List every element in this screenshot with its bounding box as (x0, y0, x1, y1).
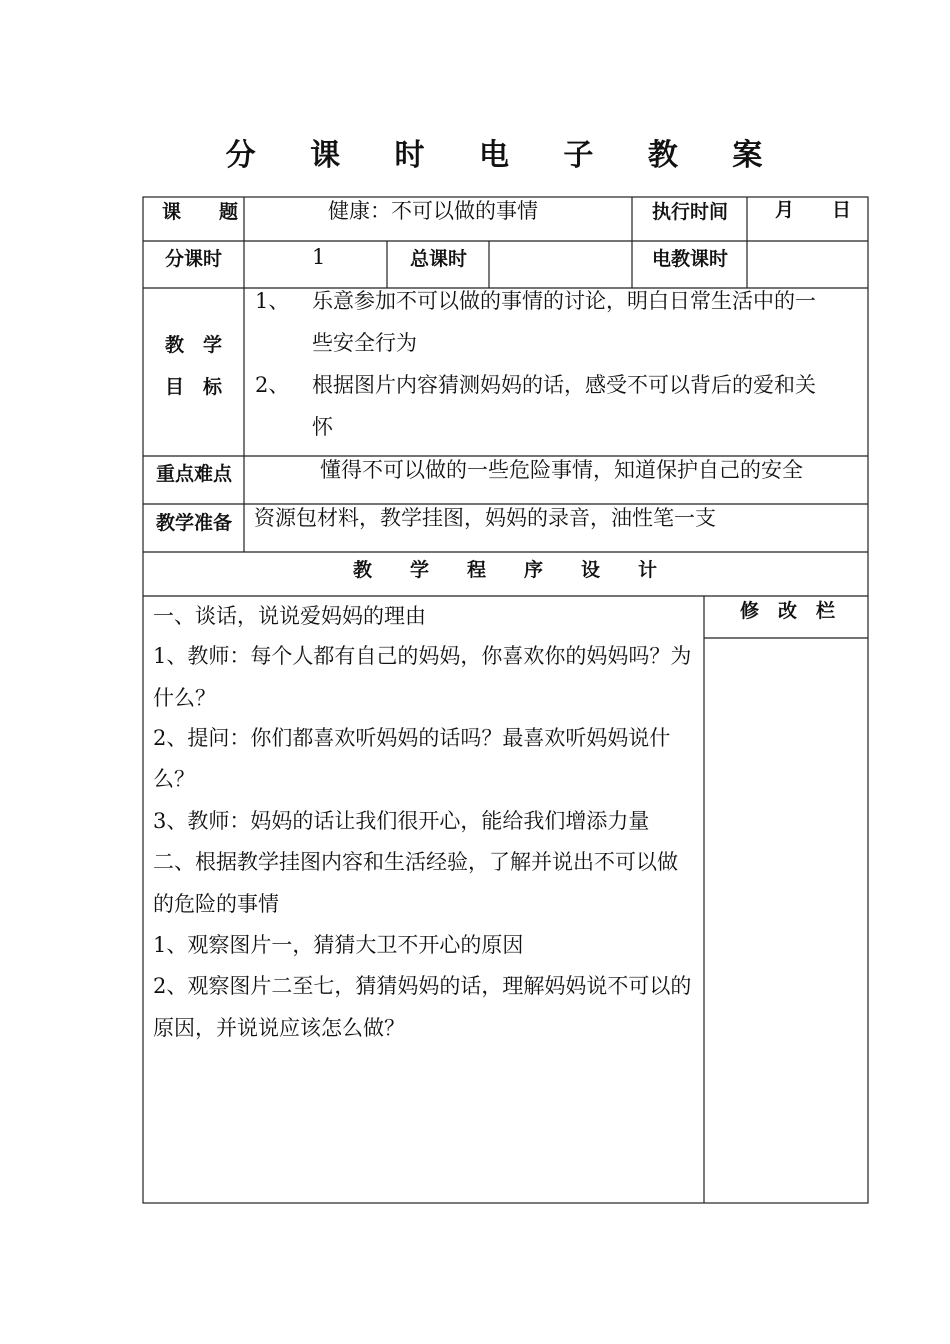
goals-label-bottom: 目 标 (165, 376, 223, 398)
goal-1-number: 1、 (255, 289, 290, 313)
total-lessons-label: 总课时 (410, 248, 468, 270)
key-points-label: 重点难点 (156, 463, 233, 485)
goal-2-line-1: 根据图片内容猜测妈妈的话，感受不可以背后的爱和关 (312, 373, 816, 397)
key-points-value: 懂得不可以做的一些危险事情，知道保护自己的安全 (320, 458, 803, 482)
lesson-label: 分课时 (165, 248, 223, 270)
preparation-label: 教学准备 (156, 512, 233, 534)
procedure-line: 什么？ (153, 686, 216, 710)
exec-time-label: 执行时间 (652, 201, 729, 223)
procedure-line: 二、根据教学挂图内容和生活经验，了解并说出不可以做 (153, 850, 678, 874)
goal-1-line-2: 些安全行为 (312, 331, 417, 355)
goal-2-line-2: 怀 (312, 415, 333, 439)
page-title: 分 课 时 电 子 教 案 (225, 138, 785, 173)
procedure-line: 的危险的事情 (153, 892, 279, 916)
procedure-line: 2、提问：你们都喜欢听妈妈的话吗？最喜欢听妈妈说什 (153, 726, 671, 750)
goals-label-top: 教 学 (165, 334, 223, 356)
procedure-line: 1、观察图片一，猜猜大卫不开心的原因 (153, 933, 524, 957)
lesson-value: 1 (312, 245, 326, 269)
av-lessons-label: 电教课时 (652, 248, 729, 270)
procedure-line: 一、谈话，说说爱妈妈的理由 (153, 604, 426, 628)
procedure-header: 教 学 程 序 设 计 (353, 559, 658, 581)
procedure-line: 2、观察图片二至七，猜猜妈妈的话，理解妈妈说不可以的 (153, 974, 692, 998)
procedure-line: 么？ (153, 767, 195, 791)
goal-1-line-1: 乐意参加不可以做的事情的讨论，明白日常生活中的一 (312, 289, 816, 313)
procedure-line: 3、教师：妈妈的话让我们很开心，能给我们增添力量 (153, 809, 650, 833)
preparation-value: 资源包材料，教学挂图，妈妈的录音，油性笔一支 (254, 506, 716, 530)
topic-value: 健康：不可以做的事情 (328, 199, 538, 223)
topic-label: 课 题 (162, 201, 239, 223)
procedure-line: 1、教师：每个人都有自己的妈妈，你喜欢你的妈妈吗？为 (153, 644, 692, 668)
goal-2-number: 2、 (255, 373, 290, 397)
procedure-line: 原因，并说说应该怎么做？ (153, 1016, 405, 1040)
revision-column-header: 修 改 栏 (740, 600, 836, 622)
exec-time-value: 月 日 (775, 199, 852, 221)
